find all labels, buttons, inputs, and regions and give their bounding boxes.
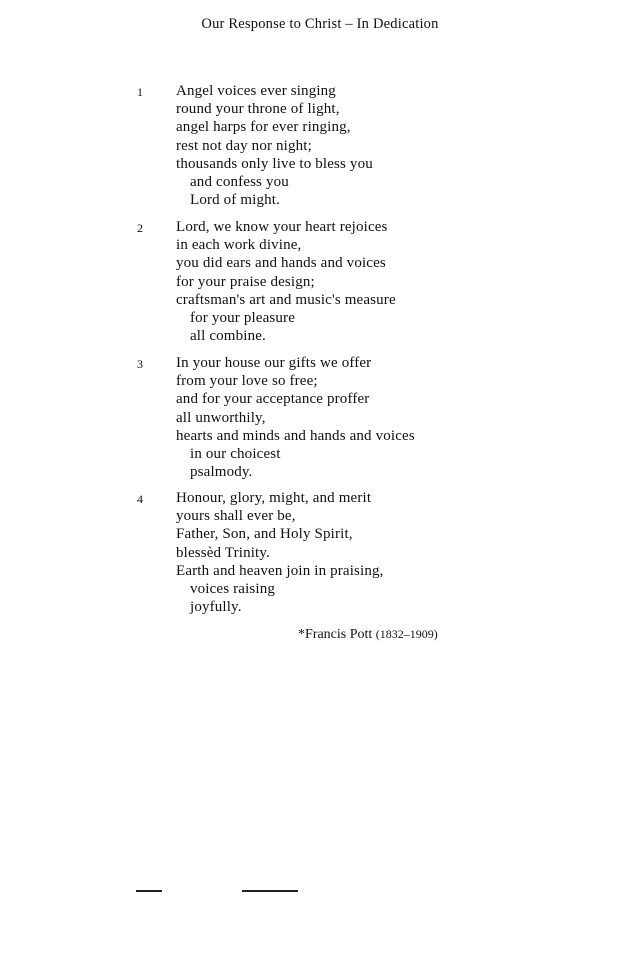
verse-line: in each work divine, xyxy=(176,237,302,254)
verse-line: Lord of might. xyxy=(190,192,281,209)
verse-line: voices raising xyxy=(190,581,275,598)
verse-number: 3 xyxy=(137,357,143,371)
verse-line: Angel voices ever singing xyxy=(176,83,336,99)
verse-line: from your love so free; xyxy=(176,373,318,390)
footer-rule-left xyxy=(136,890,162,892)
verse-text xyxy=(176,489,384,616)
verse-line: you did ears and hands and voices xyxy=(176,255,386,272)
verse-line: Honour, glory, might, and merit xyxy=(176,490,372,506)
verse-line: for your pleasure xyxy=(190,310,296,327)
page-title: Our Response to Christ – In Dedication xyxy=(201,16,439,32)
verse-line: In your house our gifts we offer xyxy=(176,355,372,371)
verse-line: rest not day nor night; xyxy=(176,137,312,154)
verse-line: craftsman's art and music's measure xyxy=(176,291,396,308)
verse-line: Lord, we know your heart rejoices xyxy=(176,219,388,235)
verse-line: Father, Son, and Holy Spirit, xyxy=(176,526,353,543)
verse-line: psalmody. xyxy=(190,464,253,481)
verse-line: for your praise design; xyxy=(176,273,315,290)
verse-line: in our choicest xyxy=(190,446,281,463)
author-name: *Francis Pott xyxy=(298,627,373,642)
verse-number: 2 xyxy=(137,221,143,235)
verse-line: hearts and minds and hands and voices xyxy=(176,427,415,444)
verse-text xyxy=(176,82,373,209)
verse-number: 1 xyxy=(137,85,143,99)
verse-number: 4 xyxy=(137,492,143,506)
verse-line: angel harps for ever ringing, xyxy=(176,119,351,136)
verse-text xyxy=(176,354,415,481)
verse-line: round your throne of light, xyxy=(176,101,340,118)
verse-line: all unworthily, xyxy=(176,409,266,426)
verse-line: and for your acceptance proffer xyxy=(176,391,370,408)
verse-line: thousands only live to bless you xyxy=(176,155,373,172)
footer-rule-right xyxy=(242,890,298,892)
verse-line: all combine. xyxy=(190,328,266,345)
author-dates: (1832–1909) xyxy=(375,627,438,641)
verse-line: joyfully. xyxy=(190,599,242,616)
verse-text xyxy=(176,218,396,345)
verse-line: Earth and heaven join in praising, xyxy=(176,562,384,579)
verse-line: yours shall ever be, xyxy=(176,508,296,525)
verse-line: blessèd Trinity. xyxy=(176,544,270,561)
attribution xyxy=(298,625,438,644)
verse-line: and confess you xyxy=(190,174,289,191)
